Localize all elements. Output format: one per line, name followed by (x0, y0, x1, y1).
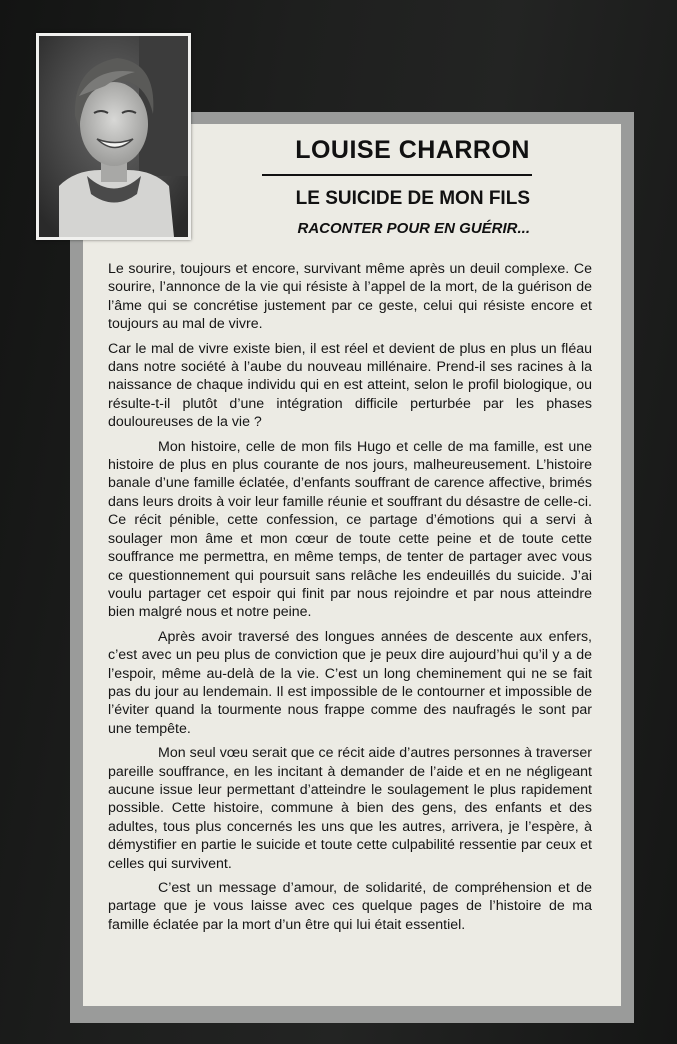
paragraph: Car le mal de vivre existe bien, il est réel et devient de plus en plus un fléau dans notre société à l’aube du nouveau millénaire. Prend-il ses racines à la naissance de chaque individu qui en est atteint, selon le profil biologique, ou résulte-t-il plutôt d’une intégration difficile perturbée par les phases douloureuses de la vie ? (108, 340, 592, 431)
book-subtitle: RACONTER POUR EN GUÉRIR... (297, 220, 530, 237)
author-name: LOUISE CHARRON (295, 136, 530, 164)
paragraph: Après avoir traversé des longues années de descente aux enfers, c’est avec un peu plus de conviction que je peux dire aujourd’hui qu’il y a de l’espoir, même au-delà de la vie. C’est un long cheminement qui ne se fait pas du jour au lendemain. Il est impossible de le contourner et impossible de l’éviter quand la tourmente nous frappe comme des naufragés le sont par une tempête. (108, 628, 592, 737)
paragraph: Le sourire, toujours et encore, survivant même après un deuil complexe. Ce sourire, l’annonce de la vie qui résiste à l’appel de la mort, de la guérison de l’âme qui se concrétise justement par ce geste, celui qui résiste encore et toujours au mal de vivre. (108, 261, 592, 333)
title-divider (262, 174, 532, 176)
author-photo (36, 33, 191, 240)
paragraph: Mon histoire, celle de mon fils Hugo et celle de ma famille, est une histoire de plus en plus courante de nos jours, malheureusement. L’histoire banale d’une famille éclatée, d’enfants souffrant de carence affective, brimés dans leurs droits à voir leur famille réunie et souffrant du désastre de celle-ci. Ce récit pénible, cette confession, ce partage d’émotions qui a servi à soulager mon âme et mon cœur de toute cette peine et de toute cette souffrance me permettra, en même temps, de tenter de partager avec vous ce questionnement qui poursuit sans relâche les endeuillés du suicide. J’ai voulu partager cet espoir qui finit par nous rejoindre et par nous atteindre bien malgré nous et notre peine. (108, 438, 592, 621)
blurb-text (108, 260, 592, 940)
book-title: LE SUICIDE DE MON FILS (295, 188, 530, 209)
paragraph: Mon seul vœu serait que ce récit aide d’autres personnes à traverser pareille souffrance, en les incitant à demander de l’aide et en ne négligeant aucune issue leur permettant d’atteindre le soulagement le plus rapidement possible. Cette histoire, commune à bien des gens, des enfants et des adultes, tous plus concernés les uns que les autres, arrivera, je l’espère, à démystifier en partie le suicide et toute cette culpabilité ressentie par ceux et celles qui survivent. (108, 745, 592, 872)
author-portrait-image (39, 36, 188, 237)
paragraph: C’est un message d’amour, de solidarité, de compréhension et de partage que je vous laisse avec ces quelque pages de l’histoire de ma famille éclatée par la mort d’un être qui lui était essentiel. (108, 880, 592, 933)
